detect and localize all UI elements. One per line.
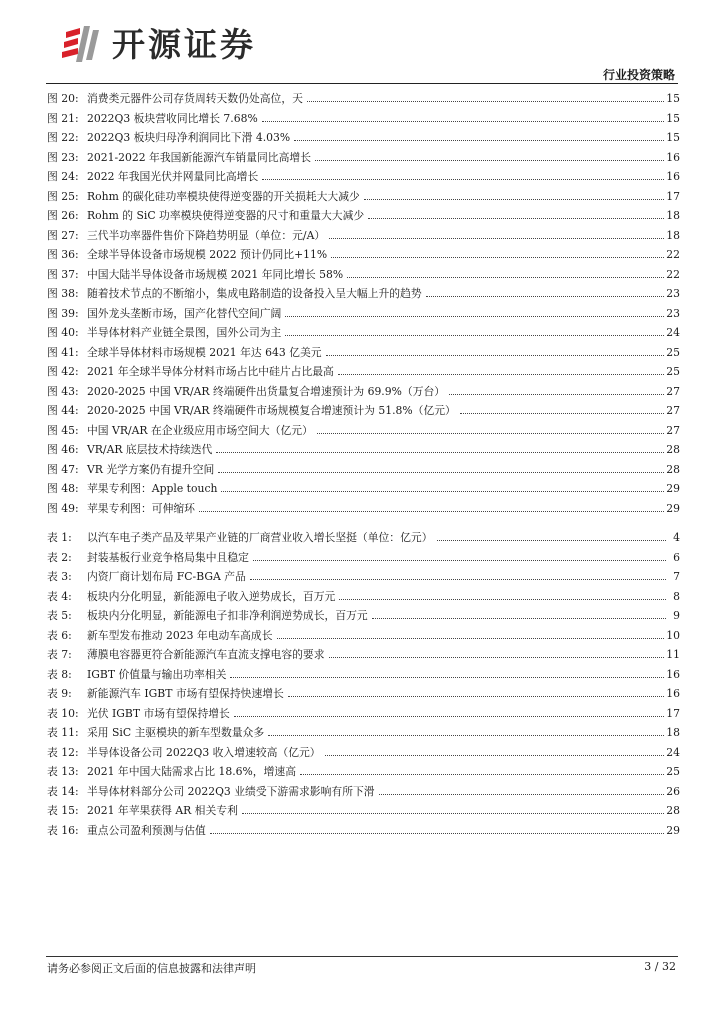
dot-leader	[364, 199, 664, 200]
table-entry[interactable]	[47, 801, 680, 821]
entry-number: 图 45:	[47, 423, 79, 437]
entry-title: 2022Q3 板块归母净利润同比下滑 4.03%	[87, 131, 291, 145]
entry-number: 图 46:	[47, 443, 79, 457]
entry-number: 图 38:	[47, 287, 79, 301]
header-divider	[46, 83, 678, 84]
entry-number: 图 47:	[47, 462, 79, 476]
figure-entry[interactable]	[47, 421, 680, 441]
entry-page: 27	[666, 404, 680, 418]
footer-disclaimer: 请务必参阅正文后面的信息披露和法律声明	[47, 962, 256, 975]
entry-number: 图 27:	[47, 228, 79, 242]
entry-number: 图 23:	[47, 150, 79, 164]
entry-page: 29	[666, 501, 680, 515]
table-entry[interactable]	[47, 626, 680, 646]
entry-number: 图 36:	[47, 248, 79, 262]
entry-title: 国外龙头垄断市场，国产化替代空间广阔	[87, 306, 282, 320]
entry-page: 16	[666, 687, 680, 701]
entry-page: 4	[673, 531, 680, 545]
entry-number: 图 44:	[47, 404, 79, 418]
dot-leader	[426, 296, 665, 297]
entry-title: 板块内分化明显，新能源电子收入逆势成长，百万元	[87, 589, 336, 603]
entry-title: 采用 SiC 主驱模块的新车型数量众多	[87, 726, 265, 740]
entry-number: 图 24:	[47, 170, 79, 184]
entry-page: 25	[666, 365, 680, 379]
entry-title: 新能源汽车 IGBT 市场有望保持快速增长	[87, 687, 284, 701]
entry-page: 24	[666, 326, 680, 340]
table-index-list	[47, 528, 680, 840]
dot-leader	[339, 599, 666, 600]
figure-entry[interactable]	[47, 128, 680, 148]
figure-entry[interactable]	[47, 109, 680, 129]
entry-title: 2021 年苹果获得 AR 相关专利	[87, 804, 238, 818]
dot-leader	[368, 218, 664, 219]
entry-title: 光伏 IGBT 市场有望保持增长	[87, 706, 230, 720]
figure-entry[interactable]	[47, 167, 680, 187]
dot-leader	[221, 491, 664, 492]
dot-leader	[372, 618, 666, 619]
dot-leader	[230, 677, 664, 678]
entry-number: 表 4:	[47, 589, 72, 603]
dot-leader	[338, 374, 664, 375]
dot-leader	[437, 540, 667, 541]
table-entry[interactable]	[47, 665, 680, 685]
entry-page: 28	[666, 443, 680, 457]
figure-entry[interactable]	[47, 226, 680, 246]
entry-title: 2021 年中国大陆需求占比 18.6%，增速高	[87, 765, 296, 779]
page-number: 3 / 32	[644, 960, 676, 973]
entry-page: 9	[673, 609, 680, 623]
entry-page: 18	[666, 209, 680, 223]
figure-entry[interactable]	[47, 245, 680, 265]
entry-number: 表 9:	[47, 687, 72, 701]
table-entry[interactable]	[47, 567, 680, 587]
dot-leader	[242, 813, 664, 814]
table-entry[interactable]	[47, 548, 680, 568]
entry-page: 18	[666, 726, 680, 740]
entry-page: 8	[673, 589, 680, 603]
dot-leader	[199, 511, 664, 512]
entry-title: 板块内分化明显，新能源电子扣非净利润逆势成长，百万元	[87, 609, 368, 623]
entry-title: 以汽车电子类产品及苹果产业链的厂商营业收入增长坚挺（单位：亿元）	[87, 531, 433, 545]
entry-title: Rohm 的 SiC 功率模块使得逆变器的尺寸和重量大大减少	[87, 209, 365, 223]
entry-page: 15	[666, 111, 680, 125]
table-entry[interactable]	[47, 762, 680, 782]
entry-title: 2022 年我国光伏并网量同比高增长	[87, 170, 259, 184]
entry-page: 23	[666, 306, 680, 320]
entry-page: 11	[666, 648, 680, 662]
entry-number: 图 49:	[47, 501, 79, 515]
entry-title: 重点公司盈利预测与估值	[87, 823, 206, 837]
dot-leader	[250, 579, 666, 580]
entry-title: IGBT 价值量与输出功率相关	[87, 667, 227, 681]
table-entry[interactable]	[47, 645, 680, 665]
entry-page: 29	[666, 482, 680, 496]
entry-number: 表 11:	[47, 726, 79, 740]
entry-page: 15	[666, 92, 680, 106]
figure-entry[interactable]	[47, 440, 680, 460]
figure-entry[interactable]	[47, 499, 680, 519]
table-entry[interactable]	[47, 684, 680, 704]
entry-title: 新车型发布推动 2023 年电动车高成长	[87, 628, 273, 642]
entry-number: 图 39:	[47, 306, 79, 320]
entry-title: 苹果专利图：可伸缩环	[87, 501, 195, 515]
entry-number: 表 2:	[47, 550, 72, 564]
entry-page: 16	[666, 667, 680, 681]
entry-title: VR/AR 底层技术持续迭代	[87, 443, 213, 457]
entry-number: 图 40:	[47, 326, 79, 340]
entry-title: 薄膜电容器更符合新能源汽车直流支撑电容的要求	[87, 648, 325, 662]
entry-page: 29	[666, 823, 680, 837]
entry-title: 三代半功率器件售价下降趋势明显（单位：元/A）	[87, 228, 326, 242]
entry-title: VR 光学方案仍有提升空间	[87, 462, 215, 476]
entry-title: 半导体材料部分公司 2022Q3 业绩受下游需求影响有所下滑	[87, 784, 375, 798]
entry-title: 消费类元器件公司存货周转天数仍处高位，天	[87, 92, 303, 106]
dot-leader	[216, 452, 664, 453]
table-entry[interactable]	[47, 704, 680, 724]
dot-leader	[325, 755, 665, 756]
entry-number: 表 13:	[47, 765, 79, 779]
page-header	[0, 0, 724, 90]
figure-entry[interactable]	[47, 265, 680, 285]
figure-entry[interactable]	[47, 401, 680, 421]
entry-page: 17	[666, 706, 680, 720]
entry-page: 16	[666, 150, 680, 164]
entry-page: 25	[666, 345, 680, 359]
figure-entry[interactable]	[47, 382, 680, 402]
entry-title: 全球半导体材料市场规模 2021 年达 643 亿美元	[87, 345, 322, 359]
entry-title: 2020-2025 中国 VR/AR 终端硬件出货量复合增速预计为 69.9%（万台）	[87, 384, 446, 398]
entry-number: 图 22:	[47, 131, 79, 145]
report-category-tag: 行业投资策略	[602, 68, 675, 82]
entry-title: 2021 年全球半导体分材料市场占比中硅片占比最高	[87, 365, 334, 379]
company-logo	[62, 20, 256, 68]
figure-entry[interactable]	[47, 362, 680, 382]
entry-number: 表 14:	[47, 784, 79, 798]
entry-number: 表 8:	[47, 667, 72, 681]
table-entry[interactable]	[47, 723, 680, 743]
entry-page: 27	[666, 423, 680, 437]
entry-number: 表 1:	[47, 531, 72, 545]
entry-title: 封装基板行业竞争格局集中且稳定	[87, 550, 249, 564]
entry-page: 27	[666, 384, 680, 398]
entry-title: 中国大陆半导体设备市场规模 2021 年同比增长 58%	[87, 267, 344, 281]
figure-entry[interactable]	[47, 460, 680, 480]
entry-number: 图 25:	[47, 189, 79, 203]
figure-entry[interactable]	[47, 284, 680, 304]
entry-title: Rohm 的碳化硅功率模块使得逆变器的开关损耗大大减少	[87, 189, 360, 203]
table-entry[interactable]	[47, 606, 680, 626]
dot-leader	[307, 101, 664, 102]
dot-leader	[347, 277, 664, 278]
dot-leader	[317, 433, 664, 434]
entry-number: 表 7:	[47, 648, 72, 662]
entry-page: 17	[666, 189, 680, 203]
entry-title: 2022Q3 板块营收同比增长 7.68%	[87, 111, 258, 125]
figure-entry[interactable]	[47, 323, 680, 343]
dot-leader	[218, 472, 664, 473]
entry-page: 18	[666, 228, 680, 242]
figure-entry[interactable]	[47, 187, 680, 207]
entry-page: 28	[666, 462, 680, 476]
dot-leader	[379, 794, 665, 795]
dot-leader	[210, 833, 664, 834]
dot-leader	[331, 257, 664, 258]
entry-page: 25	[666, 765, 680, 779]
entry-number: 图 41:	[47, 345, 79, 359]
entry-number: 表 5:	[47, 609, 72, 623]
entry-title: 随着技术节点的不断缩小，集成电路制造的设备投入呈大幅上升的趋势	[87, 287, 422, 301]
entry-number: 表 10:	[47, 706, 79, 720]
entry-page: 6	[673, 550, 680, 564]
dot-leader	[288, 696, 664, 697]
entry-page: 26	[666, 784, 680, 798]
entry-title: 苹果专利图：Apple touch	[87, 482, 218, 496]
entry-number: 表 3:	[47, 570, 72, 584]
logo-mark-icon	[62, 24, 106, 64]
figure-entry[interactable]	[47, 148, 680, 168]
entry-title: 内资厂商计划布局 FC-BGA 产品	[87, 570, 246, 584]
table-entry[interactable]	[47, 743, 680, 763]
entry-page: 22	[666, 248, 680, 262]
figure-entry[interactable]	[47, 479, 680, 499]
entry-number: 表 16:	[47, 823, 79, 837]
entry-title: 2020-2025 中国 VR/AR 终端硬件市场规模复合增速预计为 51.8%（亿元）	[87, 404, 456, 418]
entry-number: 图 43:	[47, 384, 79, 398]
figure-entry[interactable]	[47, 89, 680, 109]
dot-leader	[449, 394, 664, 395]
dot-leader	[262, 121, 665, 122]
entry-number: 图 20:	[47, 92, 79, 106]
dot-leader	[294, 140, 664, 141]
entry-page: 23	[666, 287, 680, 301]
entry-number: 表 15:	[47, 804, 79, 818]
dot-leader	[460, 413, 664, 414]
entry-title: 半导体设备公司 2022Q3 收入增速较高（亿元）	[87, 745, 321, 759]
dot-leader	[234, 716, 664, 717]
entry-title: 2021-2022 年我国新能源汽车销量同比高增长	[87, 150, 311, 164]
figure-entry[interactable]	[47, 304, 680, 324]
entry-number: 图 26:	[47, 209, 79, 223]
dot-leader	[253, 560, 666, 561]
entry-title: 半导体材料产业链全景图，国外公司为主	[87, 326, 282, 340]
entry-title: 中国 VR/AR 在企业级应用市场空间大（亿元）	[87, 423, 313, 437]
entry-number: 图 48:	[47, 482, 79, 496]
dot-leader	[329, 238, 664, 239]
footer-divider	[46, 956, 678, 957]
table-entry[interactable]	[47, 587, 680, 607]
entry-page: 7	[673, 570, 680, 584]
figure-entry[interactable]	[47, 206, 680, 226]
entry-page: 16	[666, 170, 680, 184]
dot-leader	[277, 638, 665, 639]
entry-number: 表 12:	[47, 745, 79, 759]
entry-page: 22	[666, 267, 680, 281]
table-entry[interactable]	[47, 528, 680, 548]
entry-page: 24	[666, 745, 680, 759]
entry-page: 10	[666, 628, 680, 642]
entry-number: 图 21:	[47, 111, 79, 125]
dot-leader	[262, 179, 664, 180]
table-entry[interactable]	[47, 821, 680, 841]
entry-number: 图 37:	[47, 267, 79, 281]
dot-leader	[285, 335, 664, 336]
entry-page: 15	[666, 131, 680, 145]
dot-leader	[285, 316, 664, 317]
dot-leader	[326, 355, 665, 356]
dot-leader	[329, 657, 665, 658]
table-entry[interactable]	[47, 782, 680, 802]
entry-number: 表 6:	[47, 628, 72, 642]
dot-leader	[268, 735, 664, 736]
dot-leader	[300, 774, 664, 775]
entry-title: 全球半导体设备市场规模 2022 预计仍同比+11%	[87, 248, 328, 262]
entry-page: 28	[666, 804, 680, 818]
figure-index-list	[47, 89, 680, 518]
entry-number: 图 42:	[47, 365, 79, 379]
dot-leader	[315, 160, 664, 161]
figure-entry[interactable]	[47, 343, 680, 363]
logo-text: 开源证券	[112, 24, 256, 64]
